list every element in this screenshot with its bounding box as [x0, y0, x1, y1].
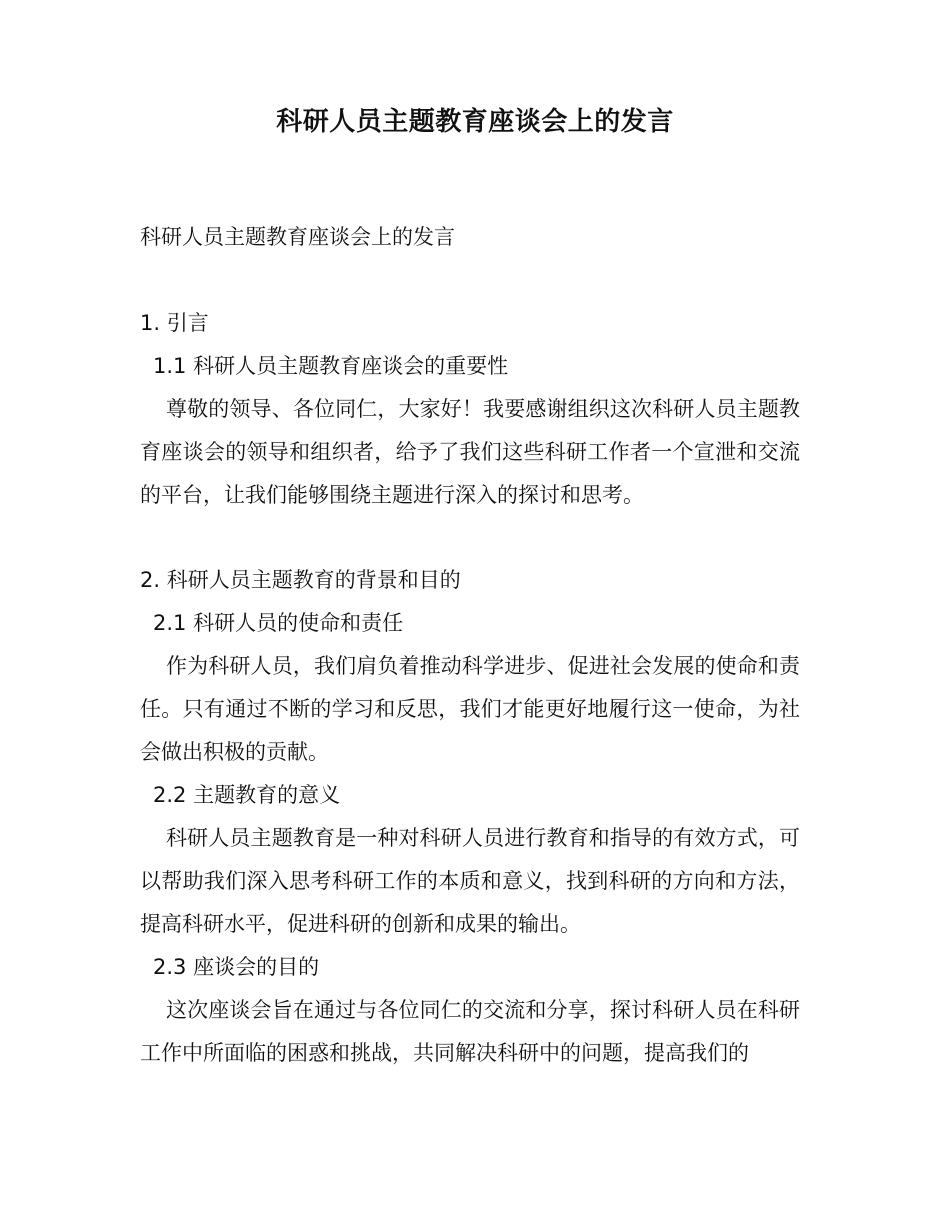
section-2-3-paragraph: 这次座谈会旨在通过与各位同仁的交流和分享，探讨科研人员在科研工作中所面临的困惑和挑战，共同解决科研中的问题，提高我们的: [140, 998, 800, 1065]
section-2-2-paragraph: 科研人员主题教育是一种对科研人员进行教育和指导的有效方式，可以帮助我们深入思考科研工作的本质和意义，找到科研的方向和方法，提高科研水平，促进科研的创新和成果的输出。: [140, 826, 800, 936]
section-1-1-paragraph: 尊敬的领导、各位同仁，大家好！我要感谢组织这次科研人员主题教育座谈会的领导和组织者，给予了我们这些科研工作者一个宣泄和交流的平台，让我们能够围绕主题进行深入的探讨和思考。: [140, 397, 800, 507]
document-title: 科研人员主题教育座谈会上的发言: [276, 107, 674, 137]
document-subtitle: 科研人员主题教育座谈会上的发言: [140, 225, 455, 249]
section-2-heading: 2. 科研人员主题教育的背景和目的: [140, 568, 461, 592]
section-2-2-heading: 2.2 主题教育的意义: [153, 783, 341, 807]
section-2-3-heading: 2.3 座谈会的目的: [153, 955, 320, 979]
section-1-1-heading: 1.1 科研人员主题教育座谈会的重要性: [153, 354, 509, 378]
section-2-1-paragraph: 作为科研人员，我们肩负着推动科学进步、促进社会发展的使命和责任。只有通过不断的学习和反思，我们才能更好地履行这一使命，为社会做出积极的贡献。: [140, 654, 800, 764]
section-1-heading: 1. 引言: [140, 311, 209, 335]
section-2-1-heading: 2.1 科研人员的使命和责任: [153, 611, 404, 635]
